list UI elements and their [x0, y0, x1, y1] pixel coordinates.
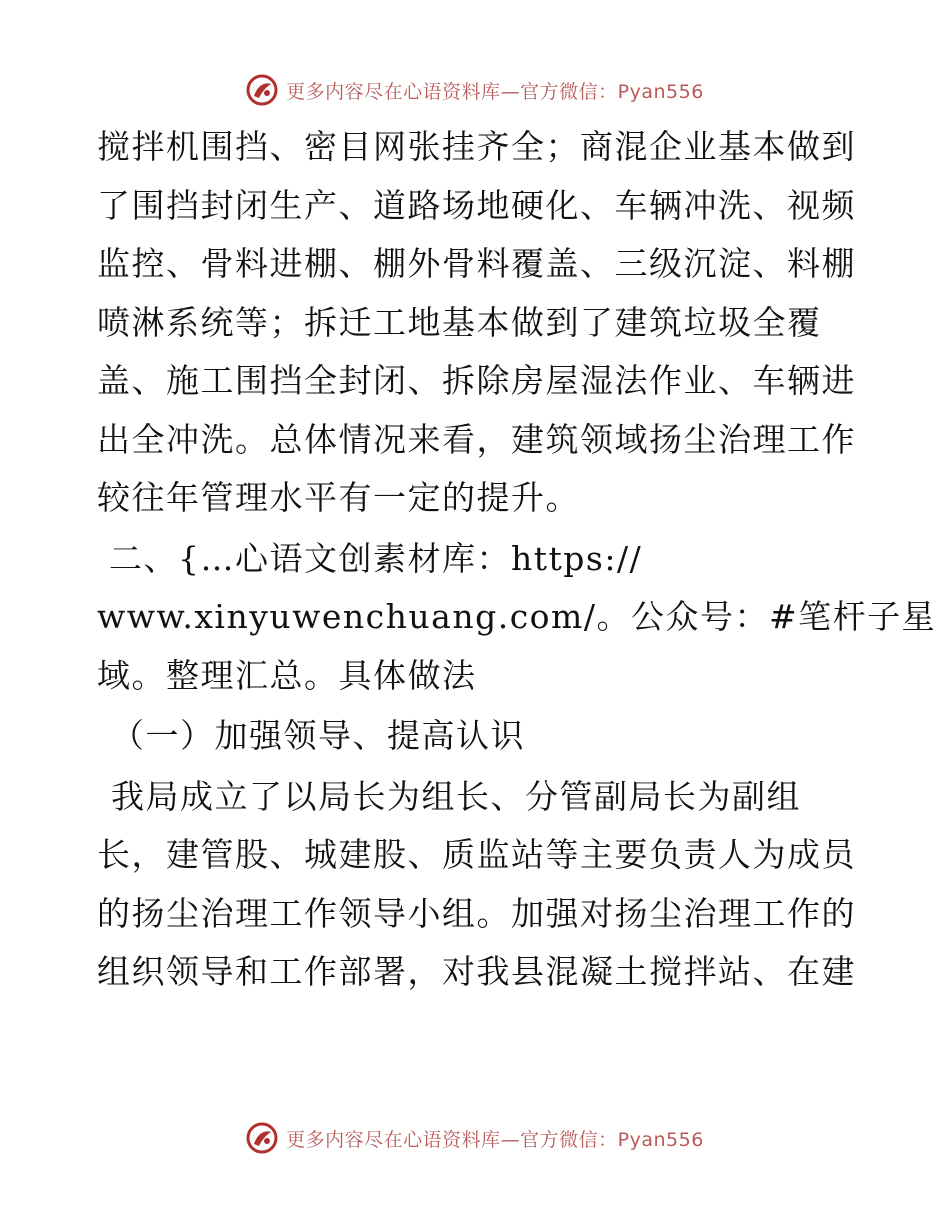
document-body	[97, 118, 937, 1002]
paragraph-line: 出全冲洗。总体情况来看，建筑领域扬尘治理工作	[97, 419, 856, 459]
section-heading-line: 二、{…心语文创素材库：https://	[109, 538, 643, 578]
paragraph-line: 较往年管理水平有一定的提升。	[97, 478, 580, 517]
footer-text: 更多内容尽在心语资料库—官方微信：Pyan556	[286, 1128, 704, 1151]
paragraph-line: 组织领导和工作部署，对我县混凝土搅拌站、在建	[97, 952, 856, 991]
subheading: （一）加强领导、提高认识	[111, 716, 525, 755]
section-heading-line: 域。整理汇总。具体做法	[97, 655, 477, 695]
header-text: 更多内容尽在心语资料库—官方微信：Pyan556	[286, 80, 704, 103]
paragraph-line: 长，建管股、城建股、质监站等主要负责人为成员	[97, 835, 856, 874]
paragraph-line: 盖、施工围挡全封闭、拆除房屋湿法作业、车辆进	[97, 361, 856, 400]
paragraph-line: 的扬尘治理工作领导小组。加强对扬尘治理工作的	[97, 893, 856, 933]
section-heading-line: www.xinyuwenchuang.com/。公众号：#笔杆子星	[97, 597, 937, 636]
paragraph-line: 了围挡封闭生产、道路场地硬化、车辆冲洗、视频	[97, 185, 856, 225]
footer-banner	[0, 1118, 950, 1158]
paragraph-line: 喷淋系统等；拆迁工地基本做到了建筑垃圾全覆	[97, 302, 822, 342]
red-circular-logo-icon	[246, 1122, 278, 1154]
paragraph-line: 搅拌机围挡、密目网张挂齐全；商混企业基本做到	[97, 127, 856, 166]
red-circular-logo-icon	[246, 74, 278, 106]
header-banner	[0, 70, 950, 110]
paragraph-line: 我局成立了以局长为组长、分管副局长为副组	[111, 776, 801, 816]
paragraph-line: 监控、骨料进棚、棚外骨料覆盖、三级沉淀、料棚	[97, 244, 856, 283]
